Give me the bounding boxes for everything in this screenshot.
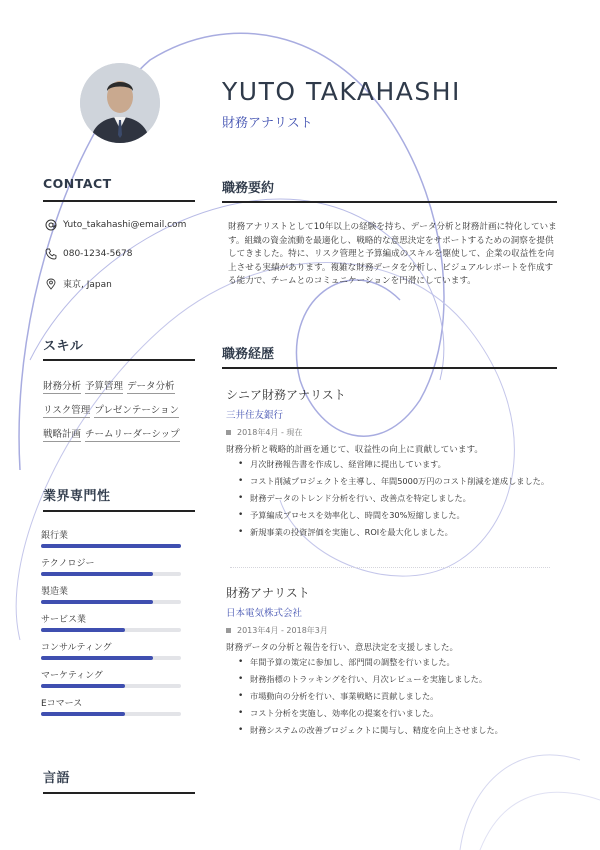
at-icon: [45, 219, 57, 231]
job-dates-text: 2018年4月 - 現在: [237, 428, 303, 437]
location-pin-icon: [45, 278, 57, 290]
expertise-bar-fill: [41, 684, 125, 688]
contact-phone: [45, 248, 132, 260]
person-avatar-icon: [80, 63, 160, 143]
job-entry: [226, 584, 561, 742]
contact-heading: CONTACT: [43, 176, 112, 191]
skill-tag: プレゼンテーション: [94, 402, 179, 418]
expertise-bar-fill: [41, 656, 153, 660]
skill-row: [43, 426, 203, 442]
email-text: Yuto_takahashi@email.com: [63, 220, 187, 230]
contact-location: [45, 277, 112, 290]
contact-email: [45, 219, 186, 231]
job-divider: [230, 567, 550, 568]
job-description: 財務分析と戦略的計画を通じて、収益性の向上に貢献しています。: [226, 445, 483, 455]
expertise-bar-track: [41, 628, 181, 632]
skill-tag: 予算管理: [85, 378, 123, 394]
company-name: 日本電気株式会社: [226, 608, 303, 619]
expertise-item: [41, 640, 186, 668]
job-title: 財務アナリスト: [226, 586, 310, 600]
expertise-bar-fill: [41, 544, 181, 548]
languages-divider: [43, 792, 195, 794]
skill-tag: 戦略計画: [43, 426, 81, 442]
skills-divider: [43, 359, 195, 361]
job-entry: [226, 386, 561, 544]
expertise-item: [41, 696, 186, 724]
skills-heading: スキル: [43, 339, 84, 354]
job-bullet: • コスト分析を実施し、効率化の提案を行いました。: [238, 708, 561, 719]
expertise-bar-fill: [41, 712, 125, 716]
skills-list: [43, 378, 203, 450]
expertise-bar-track: [41, 544, 181, 548]
expertise-label: Eコマース: [41, 699, 83, 709]
languages-heading: 言語: [43, 771, 71, 786]
contact-divider: [43, 200, 195, 202]
job-bullet: • 財務システムの改善プロジェクトに関与し、精度を向上させました。: [238, 725, 561, 736]
job-title: シニア財務アナリスト: [226, 388, 346, 402]
expertise-item: [41, 528, 186, 556]
expertise-bar-fill: [41, 600, 153, 604]
skill-tag: チームリーダーシップ: [85, 426, 180, 442]
expertise-bar-fill: [41, 628, 125, 632]
company-name: 三井住友銀行: [226, 410, 284, 421]
expertise-item: [41, 668, 186, 696]
expertise-divider: [43, 510, 195, 512]
date-square-icon: [226, 430, 231, 435]
expertise-item: [41, 612, 186, 640]
person-name: YUTO TAKAHASHI: [222, 77, 461, 106]
experience-heading: 職務経歴: [222, 347, 275, 362]
skill-tag: 財務分析: [43, 378, 81, 394]
job-bullet: • コスト削減プロジェクトを主導し、年間5000万円のコスト削減を達成しました。: [238, 476, 561, 487]
expertise-item: [41, 556, 186, 584]
skill-row: [43, 378, 203, 394]
expertise-heading: 業界専門性: [43, 489, 111, 504]
expertise-bar-track: [41, 600, 181, 604]
job-role: 財務アナリスト: [222, 116, 313, 131]
expertise-item: [41, 584, 186, 612]
job-bullets: [226, 657, 561, 736]
expertise-label: 製造業: [41, 587, 69, 597]
phone-icon: [45, 248, 57, 260]
summary-heading: 職務要約: [222, 181, 275, 196]
expertise-bar-fill: [41, 572, 153, 576]
job-bullet: • 予算編成プロセスを効率化し、時間を30%短縮しました。: [238, 510, 561, 521]
skill-tag: リスク管理: [43, 402, 90, 418]
job-bullet: • 財務データのトレンド分析を行い、改善点を特定しました。: [238, 493, 561, 504]
location-text: 東京, Japan: [63, 280, 112, 290]
expertise-bar-track: [41, 572, 181, 576]
expertise-list: [41, 528, 186, 724]
expertise-label: マーケティング: [41, 671, 103, 681]
summary-divider: [222, 201, 557, 203]
job-bullet: • 財務指標のトラッキングを行い、月次レビューを実施しました。: [238, 674, 561, 685]
skill-row: [43, 402, 203, 418]
phone-text: 080-1234-5678: [63, 249, 133, 259]
expertise-label: 銀行業: [41, 531, 69, 541]
expertise-label: サービス業: [41, 615, 87, 625]
job-dates: [226, 625, 561, 636]
summary-text: 財務アナリストとして10年以上の経験を持ち、データ分析と財務計画に特化しています。組織の資金流動を最適化し、戦略的な意思決定をサポートするための洞察を提供してきました。特に、リスク管理と予算編成のスキルを駆使して、企業の収益性を向上させる実績があります。複雑な財務データを分析し、ビジュアルレポートを作成する能力で、チームとのコミュニケーションを円滑にしています。: [228, 222, 557, 286]
expertise-bar-track: [41, 684, 181, 688]
job-bullet: • 新規事業の投資評価を実施し、ROIを最大化しました。: [238, 527, 561, 538]
job-dates-text: 2013年4月 - 2018年3月: [237, 626, 328, 635]
job-bullet: • 市場動向の分析を行い、事業戦略に貢献しました。: [238, 691, 561, 702]
job-description: 財務データの分析と報告を行い、意思決定を支援しました。: [226, 643, 459, 653]
experience-divider: [222, 367, 557, 369]
job-dates: [226, 427, 561, 438]
expertise-bar-track: [41, 656, 181, 660]
date-square-icon: [226, 628, 231, 633]
profile-photo: [80, 63, 160, 143]
expertise-bar-track: [41, 712, 181, 716]
job-bullet: • 年間予算の策定に参加し、部門間の調整を行いました。: [238, 657, 561, 668]
expertise-label: コンサルティング: [41, 643, 112, 653]
skill-tag: データ分析: [127, 378, 175, 394]
job-bullet: • 月次財務報告書を作成し、経営陣に提出しています。: [238, 459, 561, 470]
job-bullets: [226, 459, 561, 538]
expertise-label: テクノロジー: [41, 559, 95, 569]
